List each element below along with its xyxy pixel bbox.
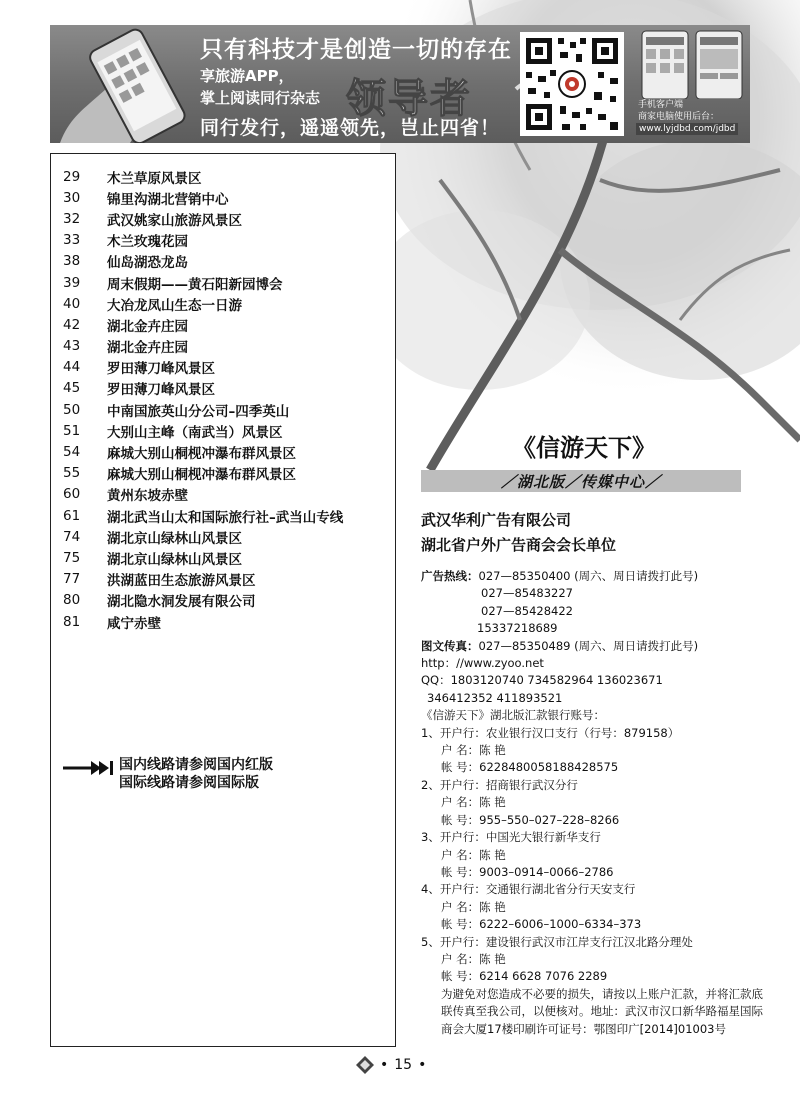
hotline-number-3: 027—85428422 — [481, 603, 573, 618]
page-number: 15 — [394, 1057, 413, 1073]
qr-code-icon[interactable] — [520, 32, 624, 136]
index-row — [63, 399, 343, 420]
fax-number: 027—85350489 (周六、周日请拨打此号) — [478, 638, 699, 653]
hotline-label: 广告热线： — [421, 569, 479, 583]
index-page-number: 61 — [63, 507, 81, 524]
website-link[interactable]: http：//www.zyoo.net — [421, 656, 544, 671]
index-page-number: 60 — [63, 486, 81, 503]
index-row — [63, 611, 343, 632]
index-row — [63, 547, 343, 568]
bank-name: 5、开户行：建设银行武汉市江岸支行江汉北路分理处 — [421, 934, 693, 949]
index-advertiser-name: 湖北京山绿林山风景区 — [107, 551, 242, 568]
phone-in-hand-icon — [50, 25, 210, 143]
banner-client-url[interactable]: www.lyjdbd.com/jdbd — [636, 123, 738, 135]
route-note-domestic: 国内线路请参阅国内红版 — [119, 757, 273, 773]
index-advertiser-name: 木兰草原风景区 — [107, 170, 202, 187]
index-row — [63, 420, 343, 441]
company-name: 武汉华利广告有限公司 — [421, 511, 572, 529]
banner-leader-text: 领导者 — [346, 76, 472, 122]
index-advertiser-name: 武汉姚家山旅游风景区 — [107, 212, 242, 229]
contact-info — [421, 568, 761, 1038]
account-number: 帐 号：9003–0914–0066–2786 — [441, 864, 614, 879]
index-row — [63, 378, 343, 399]
index-page-number: 74 — [63, 528, 81, 545]
bank-title: 《信游天下》湖北版汇款银行账号： — [421, 708, 605, 723]
index-page-number: 55 — [63, 465, 81, 482]
index-advertiser-name: 湖北金卉庄园 — [107, 318, 188, 335]
index-row — [63, 251, 343, 272]
bank-list — [421, 725, 761, 986]
index-page-number: 33 — [63, 232, 81, 249]
index-row — [63, 208, 343, 229]
index-row — [63, 166, 343, 187]
magazine-title: 《信游天下》 — [512, 433, 656, 462]
index-advertiser-name: 大别山主峰（南武当）风景区 — [107, 424, 283, 441]
index-page-number: 81 — [63, 613, 81, 630]
index-advertiser-name: 木兰玫瑰花园 — [107, 234, 188, 251]
index-advertiser-name: 大冶龙凤山生态一日游 — [107, 297, 242, 314]
page-number-footer — [356, 1056, 426, 1074]
index-advertiser-name: 湖北金卉庄园 — [107, 340, 188, 357]
banner-client-line2: 商家电脑使用后台： — [638, 112, 720, 122]
index-row — [63, 505, 343, 526]
hotline-number-2: 027—85483227 — [481, 586, 573, 601]
index-page-number: 32 — [63, 210, 81, 227]
index-advertiser-name: 中南国旅英山分公司–四季英山 — [107, 403, 290, 420]
banner-sub-line2: 掌上阅读同行杂志 — [200, 89, 321, 107]
edition-sub-bar: ／湖北版／传媒中心／ — [421, 470, 741, 492]
index-advertiser-name: 洪湖蓝田生态旅游风景区 — [107, 573, 256, 590]
index-page-number: 42 — [63, 316, 81, 333]
route-note-international: 国际线路请参阅国际版 — [119, 775, 259, 791]
arrow-right-icon — [63, 758, 115, 778]
diamond-logo-icon — [356, 1056, 374, 1074]
advertiser-index-box — [50, 153, 396, 1047]
index-advertiser-name: 湖北隐水洞发展有限公司 — [107, 594, 256, 611]
account-holder: 户 名：陈 艳 — [441, 847, 506, 862]
bank-name: 4、开户行：交通银行湖北省分行天安支行 — [421, 882, 636, 897]
account-holder: 户 名：陈 艳 — [441, 743, 506, 758]
app-promo-banner — [50, 25, 750, 143]
bank-name: 2、开户行：招商银行武汉分行 — [421, 777, 578, 792]
index-row — [63, 336, 343, 357]
fax-row — [421, 638, 761, 655]
route-note — [63, 756, 273, 792]
account-holder: 户 名：陈 艳 — [441, 899, 506, 914]
index-advertiser-name: 湖北京山绿林山风景区 — [107, 530, 242, 547]
index-row — [63, 590, 343, 611]
index-advertiser-name: 湖北武当山太和国际旅行社–武当山专线 — [107, 509, 344, 526]
index-advertiser-name: 麻城大别山桐枧冲瀑布群风景区 — [107, 446, 296, 463]
index-row — [63, 484, 343, 505]
index-row — [63, 314, 343, 335]
index-advertiser-name: 麻城大别山桐枧冲瀑布群风景区 — [107, 467, 296, 484]
account-number: 帐 号：6228480058188428575 — [441, 760, 619, 775]
index-advertiser-name: 罗田薄刀峰风景区 — [107, 382, 215, 399]
hotline-number-1: 027—85350400 (周六、周日请拨打此号) — [478, 569, 699, 583]
banner-sub-line1: 享旅游APP， — [200, 67, 294, 85]
qq-line-1: QQ：1803120740 734582964 136023671 — [421, 673, 663, 688]
index-page-number: 51 — [63, 422, 81, 439]
index-row — [63, 357, 343, 378]
index-page-number: 50 — [63, 401, 81, 418]
index-row — [63, 441, 343, 462]
banner-slogan: 同行发行，遥遥领先，岂止四省！ — [200, 117, 501, 139]
index-page-number: 54 — [63, 444, 81, 461]
app-screenshots-icon — [638, 29, 746, 99]
index-row — [63, 272, 343, 293]
remittance-footer-note: 为避免对您造成不必要的损失，请按以上账户汇款，并将汇款底联传真至我公司，以便核对。地址：武汉市汉口新华路福星国际商会大厦17楼印刷许可证号：鄂图印广[2014]01003号 — [441, 986, 763, 1036]
account-holder: 户 名：陈 艳 — [441, 951, 506, 966]
index-advertiser-name: 周末假期——黄石阳新园博会 — [107, 276, 283, 293]
index-page-number: 40 — [63, 295, 81, 312]
fax-label: 图文传真： — [421, 638, 479, 653]
account-number: 帐 号：6214 6628 7076 2289 — [441, 969, 608, 984]
index-page-number: 43 — [63, 338, 81, 355]
index-row — [63, 230, 343, 251]
index-page-number: 38 — [63, 253, 81, 270]
index-advertiser-name: 仙岛湖恐龙岛 — [107, 255, 188, 272]
account-number: 帐 号：955–550–027–228–8266 — [441, 812, 620, 827]
index-page-number: 39 — [63, 274, 81, 291]
index-page-number: 80 — [63, 592, 81, 609]
index-row — [63, 526, 343, 547]
index-row — [63, 293, 343, 314]
bank-name: 1、开户行：农业银行汉口支行（行号：879158） — [421, 725, 680, 740]
qq-line-2: 346412352 411893521 — [427, 690, 563, 705]
index-advertiser-name: 罗田薄刀峰风景区 — [107, 361, 215, 378]
page-number-dot-right: • — [418, 1057, 427, 1073]
hotline-number-4: 15337218689 — [477, 621, 558, 636]
index-page-number: 77 — [63, 571, 81, 588]
index-advertiser-name: 黄州东坡赤壁 — [107, 488, 188, 505]
hotline-row — [421, 568, 761, 585]
index-row — [63, 187, 343, 208]
index-page-number: 75 — [63, 549, 81, 566]
index-page-number: 29 — [63, 168, 81, 185]
banner-client-line1: 手机客户端 — [638, 100, 684, 110]
bank-name: 3、开户行：中国光大银行新华支行 — [421, 830, 601, 845]
index-page-number: 44 — [63, 359, 81, 376]
banner-client-info — [638, 99, 719, 123]
index-row — [63, 569, 343, 590]
index-advertiser-name: 咸宁赤壁 — [107, 615, 161, 632]
company-info — [421, 508, 616, 558]
account-number: 帐 号：6222–6006–1000–6334–373 — [441, 917, 642, 932]
company-title: 湖北省户外广告商会会长单位 — [421, 536, 617, 554]
advertiser-index-list — [63, 166, 343, 632]
index-page-number: 45 — [63, 380, 81, 397]
index-page-number: 30 — [63, 189, 81, 206]
index-advertiser-name: 锦里沟湖北营销中心 — [107, 191, 229, 208]
index-row — [63, 463, 343, 484]
banner-headline: 只有科技才是创造一切的存在 — [200, 37, 512, 63]
page-number-dot-left: • — [380, 1057, 389, 1073]
account-holder: 户 名：陈 艳 — [441, 795, 506, 810]
